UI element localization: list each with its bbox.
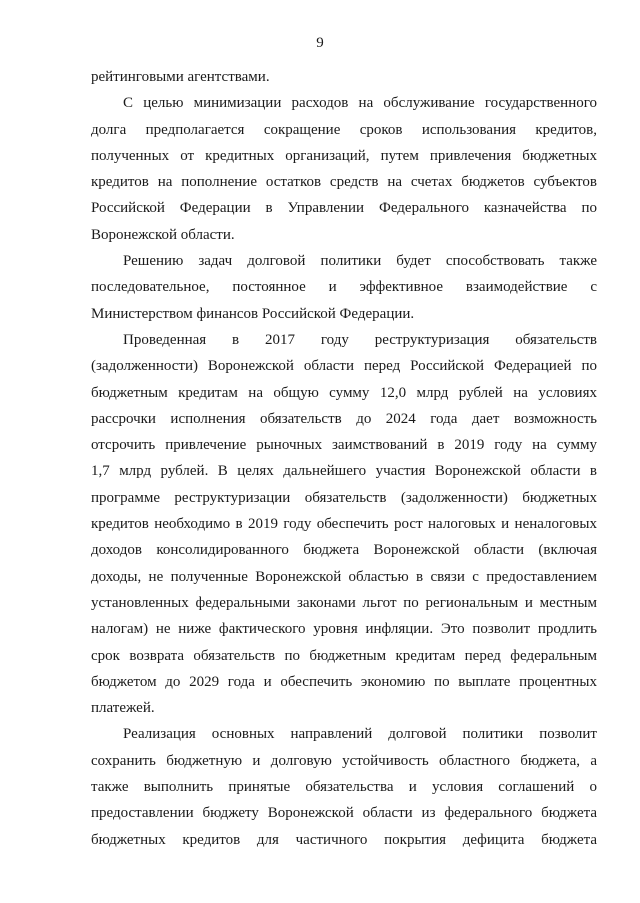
text-line: Министерством финансов Российской Федерации.	[91, 305, 415, 322]
text-line: Решению задач долговой политики будет способствовать также	[123, 253, 597, 270]
text-line: последовательное, постоянное и эффективное взаимодействие с	[91, 279, 597, 296]
text-line: также выполнить принятые обязательства и условия соглашений о	[91, 779, 597, 796]
text-line: Проведенная в 2017 году реструктуризация обязательств	[123, 331, 597, 348]
text-line: Российской Федерации в Управлении Федерального казначейства по	[91, 200, 597, 217]
text-line: 1,7 млрд рублей. В целях дальнейшего участия Воронежской области в	[91, 463, 597, 480]
text-line: Реализация основных направлений долговой политики позволит	[123, 726, 597, 743]
text-line: кредитов необходимо в 2019 году обеспечить рост налоговых и неналоговых	[91, 516, 597, 533]
text-line: доходов консолидированного бюджета Воронежской области (включая	[91, 542, 597, 559]
text-line: сохранить бюджетную и долговую устойчивость областного бюджета, а	[91, 752, 597, 769]
text-line: платежей.	[91, 700, 155, 717]
text-line: Воронежской области.	[91, 226, 235, 243]
text-line: предоставлении бюджету Воронежской области из федерального бюджета	[91, 805, 597, 822]
text-line: бюджетных кредитов для частичного покрытия дефицита бюджета	[91, 831, 597, 848]
text-line: полученных от кредитных организаций, путем привлечения бюджетных	[91, 147, 597, 164]
text-line: срок возврата обязательств по бюджетным кредитам перед федеральным	[91, 647, 597, 664]
text-line: налогам) не ниже фактического уровня инфляции. Это позволит продлить	[91, 621, 597, 638]
text-line: С целью минимизации расходов на обслуживание государственного	[123, 95, 597, 112]
text-line: кредитов на пополнение остатков средств на счетах бюджетов субъектов	[91, 174, 597, 191]
text-line: программе реструктуризации обязательств (задолженности) бюджетных	[91, 489, 597, 506]
text-line: бюджетным кредитам на общую сумму 12,0 млрд рублей на условиях	[91, 384, 597, 401]
text-line: отсрочить привлечение рыночных заимствований в 2019 году на сумму	[91, 437, 597, 454]
text-line: установленных федеральными законами льгот по региональным и местным	[91, 594, 597, 611]
text-line: (задолженности) Воронежской области перед Российской Федерацией по	[91, 358, 597, 375]
body-text	[91, 64, 597, 853]
text-line: рассрочки исполнения обязательств до 2024 года дает возможность	[91, 410, 597, 427]
page-number: 9	[316, 35, 324, 51]
text-line: рейтинговыми агентствами.	[91, 69, 270, 85]
text-line: бюджетом до 2029 года и обеспечить экономию по выплате процентных	[91, 673, 597, 690]
text-line: доходы, не полученные Воронежской областью в связи с предоставлением	[91, 568, 597, 585]
text-line: долга предполагается сокращение сроков использования кредитов,	[91, 121, 597, 138]
